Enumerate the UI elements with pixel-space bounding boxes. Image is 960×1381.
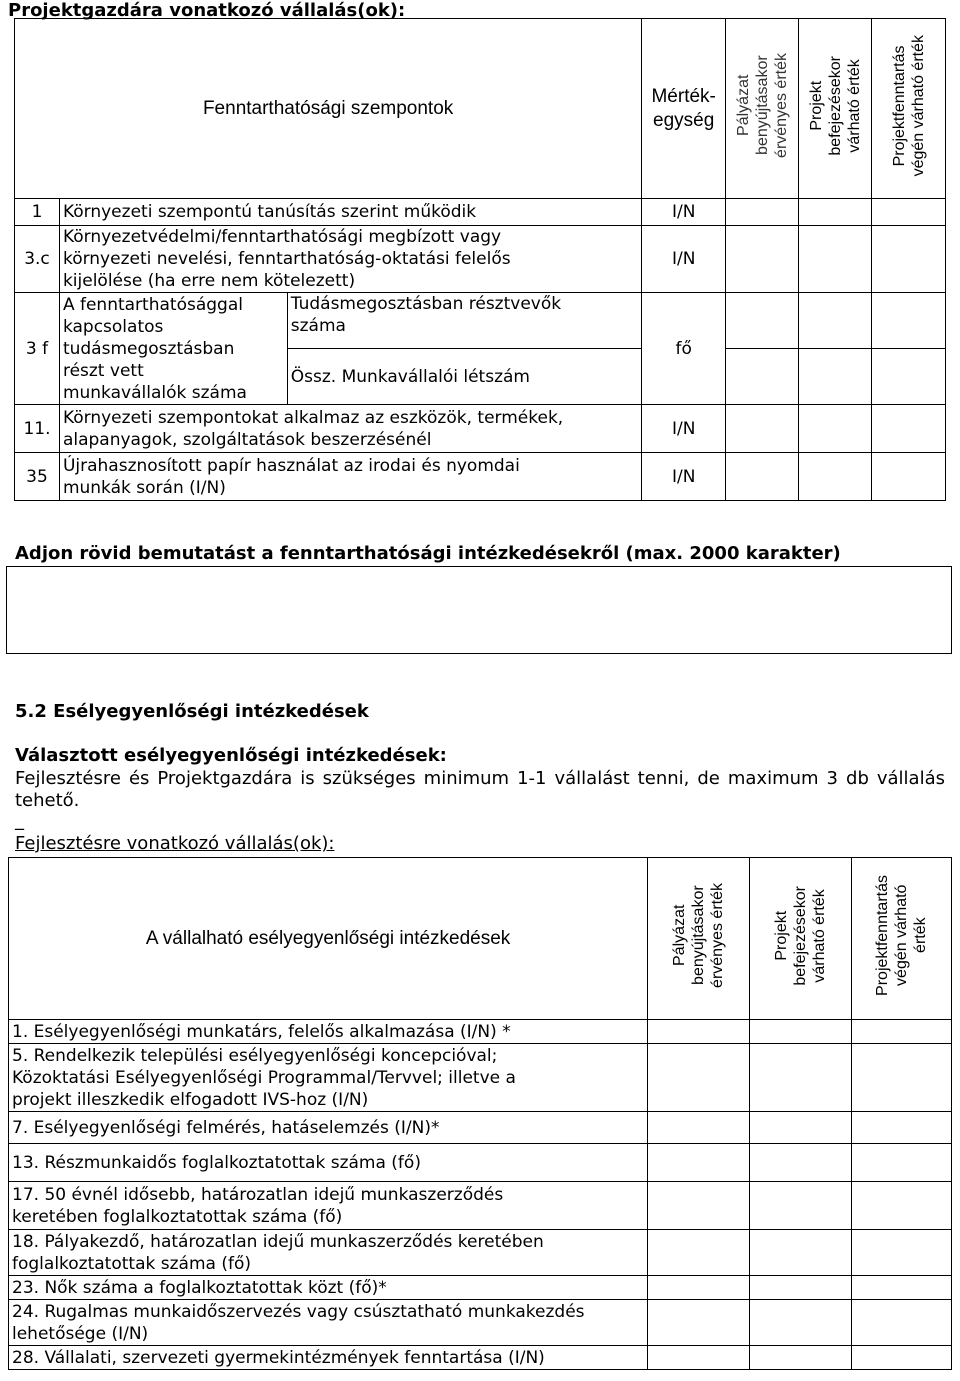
value-cell[interactable] bbox=[750, 1112, 852, 1144]
row-subtext: Össz. Munkavállalói létszám bbox=[287, 349, 641, 405]
value-cell[interactable] bbox=[648, 1144, 750, 1182]
value-cell[interactable] bbox=[648, 1112, 750, 1144]
row-num: 11. bbox=[15, 405, 60, 453]
row-num: 35 bbox=[15, 453, 60, 501]
measure-row: 18. Pályakezdő, határozatlan idejű munkaszerződés keretében foglalkoztatottak száma (fő) bbox=[9, 1230, 648, 1276]
value-cell[interactable] bbox=[648, 1230, 750, 1276]
measure-row: 7. Esélyegyenlőségi felmérés, hatáselemzés (I/N)* bbox=[9, 1112, 648, 1144]
measure-row: 28. Vállalati, szervezeti gyermekintézmények fenntartása (I/N) bbox=[9, 1346, 648, 1370]
value-cell[interactable] bbox=[852, 1112, 952, 1144]
equality-table bbox=[8, 857, 952, 1370]
summary-textbox[interactable] bbox=[6, 566, 952, 654]
row-subtext: Tudásmegosztásban résztvevők száma bbox=[287, 293, 641, 349]
sustainability-table bbox=[14, 18, 946, 501]
value-cell[interactable] bbox=[799, 453, 872, 501]
value-cell[interactable] bbox=[726, 199, 799, 226]
value-cell[interactable] bbox=[648, 1346, 750, 1370]
value-cell[interactable] bbox=[648, 1182, 750, 1230]
header-mertekegyseg: Mérték- egység bbox=[642, 19, 726, 199]
value-cell[interactable] bbox=[852, 1230, 952, 1276]
value-cell[interactable] bbox=[726, 453, 799, 501]
row-text: A fenntarthatósággal kapcsolatos tudásmegosztásban részt vett munkavállalók száma bbox=[59, 293, 287, 405]
row-text: Környezeti szempontú tanúsítás szerint működik bbox=[59, 199, 641, 226]
row-text: Újrahasznosított papír használat az irodai és nyomdai munkák során (I/N) bbox=[59, 453, 641, 501]
row-num: 3 f bbox=[15, 293, 60, 405]
row-unit: I/N bbox=[642, 226, 726, 293]
value-cell[interactable] bbox=[852, 1144, 952, 1182]
row-unit: I/N bbox=[642, 405, 726, 453]
value-cell[interactable] bbox=[872, 226, 946, 293]
value-cell[interactable] bbox=[726, 349, 799, 405]
chosen-title: Választott esélyegyenlőségi intézkedések: bbox=[15, 745, 447, 766]
value-cell[interactable] bbox=[750, 1044, 852, 1112]
row-unit: fő bbox=[642, 293, 726, 405]
value-cell[interactable] bbox=[852, 1020, 952, 1044]
value-cell[interactable] bbox=[852, 1276, 952, 1300]
value-cell[interactable] bbox=[750, 1276, 852, 1300]
summary-prompt: Adjon rövid bemutatást a fenntarthatósági intézkedésekről (max. 2000 karakter) bbox=[15, 543, 841, 564]
measure-row: 23. Nők száma a foglalkoztatottak közt (fő)* bbox=[9, 1276, 648, 1300]
value-cell[interactable] bbox=[799, 405, 872, 453]
value-cell[interactable] bbox=[852, 1300, 952, 1346]
measure-row: 1. Esélyegyenlőségi munkatárs, felelős alkalmazása (I/N) * bbox=[9, 1020, 648, 1044]
value-cell[interactable] bbox=[648, 1300, 750, 1346]
value-cell[interactable] bbox=[750, 1230, 852, 1276]
value-cell[interactable] bbox=[799, 226, 872, 293]
header-projekt-befejezes: Projekt befejezésekor várható érték bbox=[773, 885, 829, 986]
value-cell[interactable] bbox=[872, 199, 946, 226]
value-cell[interactable] bbox=[726, 293, 799, 349]
header-palyazat: Pályázat benyújtásakor érvényes érték bbox=[671, 883, 727, 988]
row-unit: I/N bbox=[642, 199, 726, 226]
value-cell[interactable] bbox=[750, 1020, 852, 1044]
value-cell[interactable] bbox=[872, 293, 946, 349]
row-text: Környezetvédelmi/fenntarthatósági megbízott vagy környezeti nevelési, fenntarthatóság-oktatási felelős kijelölése (ha erre nem kötelezett) bbox=[59, 226, 641, 293]
value-cell[interactable] bbox=[750, 1300, 852, 1346]
measure-row: 17. 50 évnél idősebb, határozatlan idejű munkaszerződés keretében foglalkoztatottak száma (fő) bbox=[9, 1182, 648, 1230]
header-vallalhato: A vállalható esélyegyenlőségi intézkedések bbox=[9, 858, 648, 1020]
measure-row: 5. Rendelkezik települési esélyegyenlőségi koncepcióval; Közoktatási Esélyegyenlőségi Programmal/Tervvel; illetve a projekt illeszkedik elfogadott IVS-hoz (I/N) bbox=[9, 1044, 648, 1112]
value-cell[interactable] bbox=[872, 349, 946, 405]
measure-row: 13. Részmunkaidős foglalkoztatottak száma (fő) bbox=[9, 1144, 648, 1182]
row-unit: I/N bbox=[642, 453, 726, 501]
value-cell[interactable] bbox=[872, 453, 946, 501]
value-cell[interactable] bbox=[726, 405, 799, 453]
value-cell[interactable] bbox=[852, 1346, 952, 1370]
row-num: 1 bbox=[15, 199, 60, 226]
value-cell[interactable] bbox=[799, 293, 872, 349]
value-cell[interactable] bbox=[750, 1346, 852, 1370]
value-cell[interactable] bbox=[852, 1044, 952, 1112]
value-cell[interactable] bbox=[799, 199, 872, 226]
value-cell[interactable] bbox=[799, 349, 872, 405]
value-cell[interactable] bbox=[750, 1144, 852, 1182]
value-cell[interactable] bbox=[750, 1182, 852, 1230]
header-projekt-befejezes: Projekt befejezésekor várható érték bbox=[807, 55, 863, 156]
value-cell[interactable] bbox=[726, 226, 799, 293]
value-cell[interactable] bbox=[852, 1182, 952, 1230]
section-title: 5.2 Esélyegyenlőségi intézkedések bbox=[15, 701, 369, 722]
heading-projektgazda: Projektgazdára vonatkozó vállalás(ok): bbox=[8, 0, 406, 21]
underscore-mark: _ bbox=[15, 810, 24, 831]
header-fenntartas: Projektfenntartás végén várható érték bbox=[874, 875, 930, 996]
value-cell[interactable] bbox=[872, 405, 946, 453]
header-fenntarthatosagi: Fenntarthatósági szempontok bbox=[15, 19, 642, 199]
header-palyazat: Pályázat benyújtásakor érvényes érték bbox=[734, 53, 790, 158]
value-cell[interactable] bbox=[648, 1020, 750, 1044]
header-fenntartas: Projektfenntartás végén várható érték bbox=[890, 34, 927, 177]
heading-fejlesztes: Fejlesztésre vonatkozó vállalás(ok): bbox=[15, 833, 335, 854]
row-num: 3.c bbox=[15, 226, 60, 293]
value-cell[interactable] bbox=[648, 1044, 750, 1112]
row-text: Környezeti szempontokat alkalmaz az eszközök, termékek, alapanyagok, szolgáltatások beszerzésénél bbox=[59, 405, 641, 453]
value-cell[interactable] bbox=[648, 1276, 750, 1300]
chosen-text: Fejlesztésre és Projektgazdára is szükséges minimum 1-1 vállalást tenni, de maximum 3 db vállalás tehető. bbox=[15, 768, 945, 811]
measure-row: 24. Rugalmas munkaidőszervezés vagy csúsztatható munkakezdés lehetősége (I/N) bbox=[9, 1300, 648, 1346]
